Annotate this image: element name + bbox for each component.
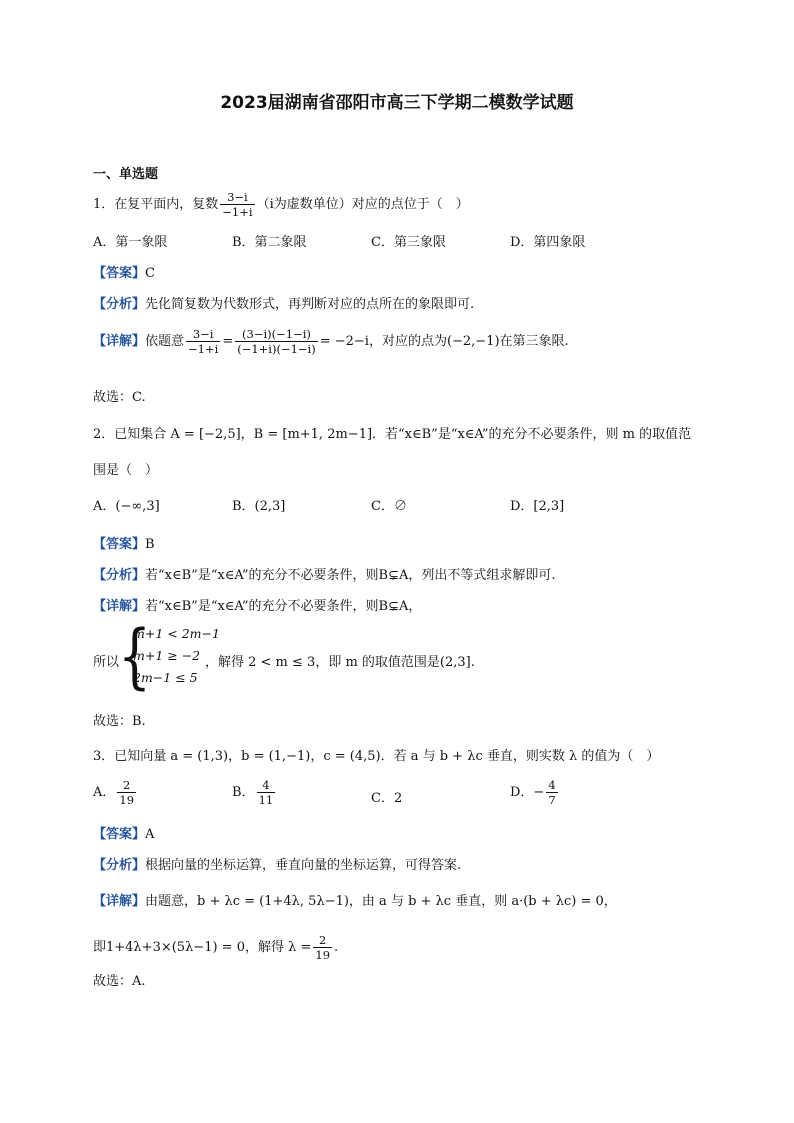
q3-detail-den: 19	[315, 948, 331, 962]
q1-frac-num: 3−i	[220, 190, 254, 205]
q3-option-b-num: 4	[257, 778, 276, 793]
q2-answer-value: B	[145, 537, 155, 552]
q3-stem: 3．已知向量 a = (1,3)，b = (1,−1)，c = (4,5)．若 a 与 b + λc 垂直，则实数 λ 的值为（ ）	[93, 749, 660, 764]
q3-detail-num: 2	[313, 933, 332, 948]
detail-tag: 【详解】	[93, 599, 146, 614]
answer-tag: 【答案】	[93, 537, 146, 552]
q3-option-d-frac	[546, 778, 557, 807]
analysis-tag: 【分析】	[93, 297, 146, 312]
q1-analysis	[93, 293, 474, 312]
q2-option-a: A．(−∞,3]	[93, 499, 160, 514]
q1-option-c: C．第三象限	[371, 235, 446, 250]
q2-analysis-text: 若“x∈B”是“x∈A”的充分不必要条件，则B⊊A，列出不等式组求解即可.	[145, 568, 556, 583]
q3-option-b	[232, 778, 277, 807]
q2-answer	[93, 533, 155, 552]
q3-option-d	[510, 778, 560, 807]
q1-stem-text-end: （i为虚数单位）对应的点位于（ ）	[256, 197, 469, 212]
q3-detail-line2-text: 即1+4λ+3×(5λ−1) = 0，解得 λ =	[93, 940, 312, 955]
analysis-tag: 【分析】	[93, 568, 146, 583]
q1-detail-frac2-den: (−1+i)(−1−i)	[237, 342, 316, 356]
q1-detail-frac1	[186, 327, 220, 356]
q3-detail	[93, 890, 617, 909]
q3-option-c: C．2	[371, 791, 403, 806]
q3-option-b-frac	[257, 778, 276, 807]
page-title: 2023届湖南省邵阳市高三下学期二模数学试题	[220, 93, 574, 113]
q3-option-a-frac	[117, 778, 136, 807]
q2-system-line2: m+1 ≥ −2	[133, 648, 201, 663]
q1-detail-text: 依题意	[145, 334, 185, 349]
q3-option-d-num: 4	[548, 778, 556, 792]
q3-option-b-label: B．	[232, 785, 255, 800]
q3-conclusion: 故选：A.	[93, 974, 146, 989]
q1-conclusion: 故选：C.	[93, 390, 146, 405]
q2-option-b: B．(2,3]	[232, 499, 286, 514]
q2-stem-line1: 2．已知集合 A = [−2,5]，B = [m+1, 2m−1]．若“x∈B”是“x∈A”的充分不必要条件，则 m 的取值范	[93, 427, 692, 442]
q1-detail	[93, 327, 569, 356]
q3-option-b-den: 11	[258, 793, 274, 807]
q3-detail-text: 由题意，b + λc = (1+4λ, 5λ−1)，由 a 与 b + λc 垂直，则 a·(b + λc) = 0，	[145, 894, 617, 909]
q2-option-d: D．[2,3]	[510, 499, 565, 514]
q3-analysis	[93, 854, 461, 873]
q3-option-d-label: D．−	[510, 785, 545, 800]
q1-detail-frac2-num: (3−i)(−1−i)	[235, 327, 317, 342]
q2-system-line3: 2m−1 ≤ 5	[133, 670, 198, 685]
q1-option-b: B．第二象限	[232, 235, 307, 250]
brace-icon: {	[118, 616, 152, 698]
detail-tag: 【详解】	[93, 894, 146, 909]
detail-tag: 【详解】	[93, 334, 146, 349]
q1-stem-text: 1．在复平面内，复数	[93, 197, 219, 212]
q1-frac-den: −1+i	[222, 205, 253, 219]
q2-detail-text: 若“x∈B”是“x∈A”的充分不必要条件，则B⊊A，	[145, 599, 422, 614]
q3-option-d-den: 7	[548, 793, 556, 807]
q1-answer	[93, 262, 155, 281]
q1-detail-frac1-den: −1+i	[188, 342, 219, 356]
analysis-tag: 【分析】	[93, 858, 146, 873]
q3-answer-value: A	[145, 827, 155, 842]
answer-tag: 【答案】	[93, 827, 146, 842]
q2-system-prefix: 所以	[93, 655, 120, 670]
q3-option-a	[93, 778, 138, 807]
q1-detail-frac1-num: 3−i	[186, 327, 220, 342]
q1-option-a: A．第一象限	[93, 235, 168, 250]
answer-tag: 【答案】	[93, 266, 146, 281]
q1-detail-text-end: = −2−i，对应的点为(−2,−1)在第三象限.	[319, 334, 569, 349]
q2-option-c: C．∅	[371, 499, 407, 514]
q3-answer	[93, 823, 154, 842]
q3-detail-frac	[313, 933, 332, 962]
q1-analysis-text: 先化简复数为代数形式，再判断对应的点所在的象限即可.	[145, 297, 475, 312]
q1-answer-value: C	[145, 266, 155, 281]
section-heading: 一、单选题	[93, 167, 159, 182]
q1-detail-frac2	[235, 327, 317, 356]
q1-fraction	[220, 190, 254, 219]
q1-stem	[93, 190, 469, 219]
q2-conclusion: 故选：B.	[93, 714, 146, 729]
q2-analysis	[93, 564, 556, 583]
q3-detail-end: .	[334, 940, 339, 955]
q3-option-a-den: 19	[119, 793, 135, 807]
q2-system-line1: m+1 < 2m−1	[133, 626, 220, 641]
q3-option-a-label: A．	[93, 785, 116, 800]
q3-detail-line2	[93, 933, 338, 962]
q3-analysis-text: 根据向量的坐标运算，垂直向量的坐标运算，可得答案.	[145, 858, 462, 873]
q1-detail-eq: =	[222, 334, 234, 349]
q1-option-d: D．第四象限	[510, 235, 586, 250]
q2-detail	[93, 595, 421, 614]
q2-system-result: ，解得 2 < m ≤ 3，即 m 的取值范围是(2,3].	[205, 655, 475, 670]
q3-option-a-num: 2	[117, 778, 136, 793]
q2-stem-line2: 围是（ ）	[93, 463, 159, 478]
